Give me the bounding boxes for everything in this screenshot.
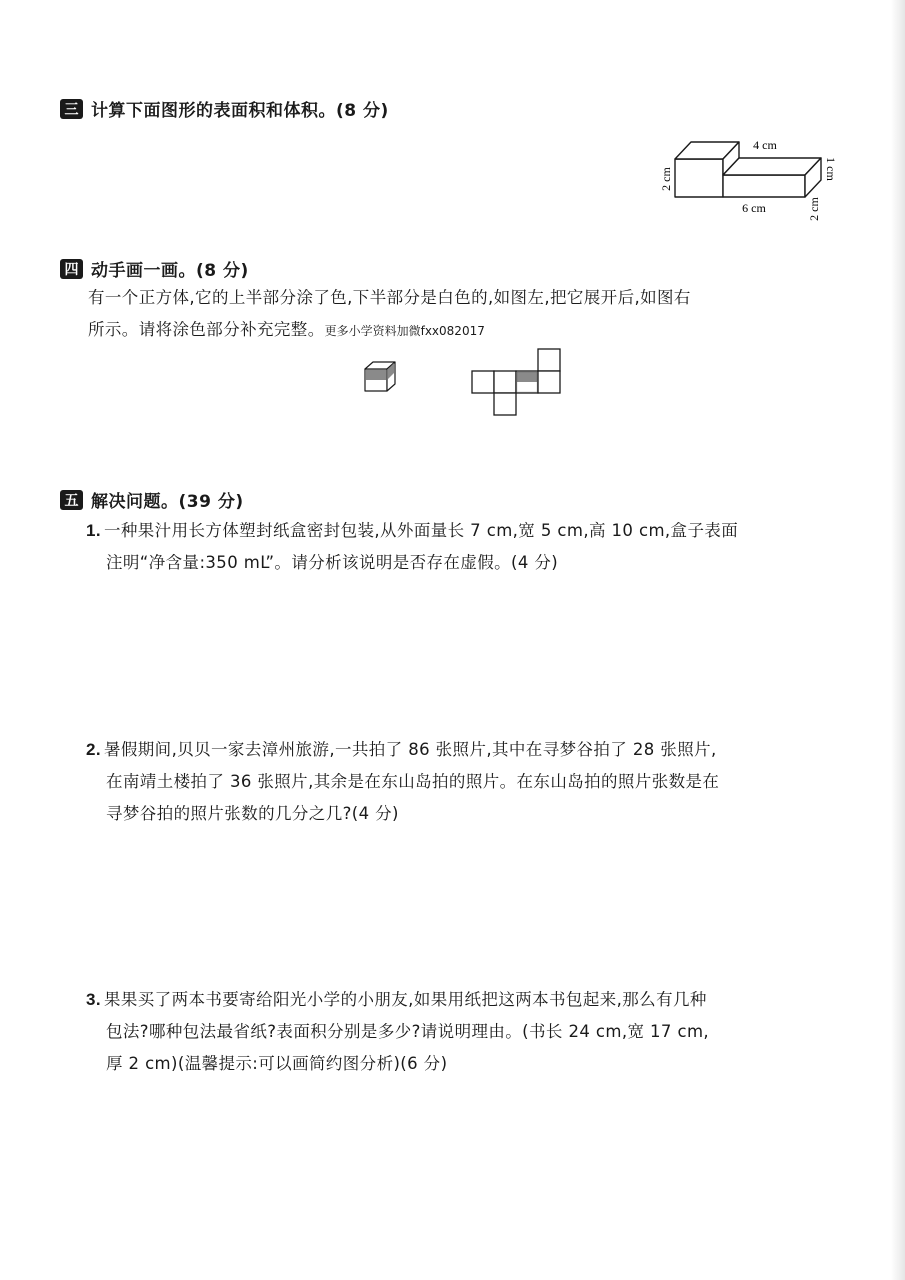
- section-5-title: 解决问题。(39 分): [91, 492, 244, 512]
- section-5-heading: [60, 487, 244, 512]
- section-4-title: 动手画一画。(8 分): [91, 261, 249, 281]
- question-1: [86, 515, 738, 579]
- tall-block-front: [675, 159, 723, 197]
- section-4-instructions: [88, 282, 691, 347]
- section-number-3: 三: [60, 99, 83, 119]
- question-1-line-2: 注明“净含量:350 mL”。请分析该说明是否存在虚假。(4 分): [106, 553, 559, 572]
- label-depth: 2 cm: [807, 197, 821, 221]
- label-left-height: 2 cm: [659, 167, 673, 191]
- cube-front-shaded-half: [366, 370, 386, 380]
- section-number-4: 四: [60, 259, 83, 279]
- shaded-cube-figure: [362, 360, 402, 394]
- question-3-line-3: 厚 2 cm)(温馨提示:可以画简约图分析)(6 分): [106, 1054, 448, 1073]
- net-square-row-2: [494, 371, 516, 393]
- net-square-bottom: [494, 393, 516, 415]
- label-right-height: 1 cm: [824, 157, 838, 181]
- label-bottom-length: 6 cm: [742, 201, 766, 215]
- section-4-line-1: 有一个正方体,它的上半部分涂了色,下半部分是白色的,如图左,把它展开后,如图右: [88, 288, 691, 307]
- label-top-length: 4 cm: [753, 138, 777, 152]
- question-1-number: 1.: [86, 521, 101, 540]
- section-4-line-2: 所示。请将涂色部分补充完整。更多小学资料加微fxx082017: [88, 320, 485, 339]
- question-2-number: 2.: [86, 740, 101, 759]
- question-1-line-1: 1. 一种果汁用长方体塑封纸盒密封包装,从外面量长 7 cm,宽 5 cm,高 10 cm,盒子表面: [86, 521, 739, 540]
- section-3-title: 计算下面图形的表面积和体积。(8 分): [91, 101, 389, 121]
- question-2-line-2: 在南靖土楼拍了 36 张照片,其余是在东山岛拍的照片。在东山岛拍的照片张数是在: [106, 772, 720, 791]
- net-square-row-1: [472, 371, 494, 393]
- net-shaded-half: [517, 372, 537, 382]
- net-square-row-4: [538, 371, 560, 393]
- page-edge-shadow: [891, 0, 905, 1280]
- cube-net-figure: [470, 347, 564, 417]
- watermark-text: 更多小学资料加微fxx082017: [324, 324, 485, 338]
- question-2-line-1: 2. 暑假期间,贝贝一家去漳州旅游,一共拍了 86 张照片,其中在寻梦谷拍了 28 张照片,: [86, 740, 717, 759]
- question-3-line-1: 3. 果果买了两本书要寄给阳光小学的小朋友,如果用纸把这两本书包起来,那么有几种: [86, 990, 707, 1009]
- question-3-line-2: 包法?哪种包法最省纸?表面积分别是多少?请说明理由。(书长 24 cm,宽 17 cm,: [106, 1022, 710, 1041]
- question-2: [86, 734, 719, 830]
- question-3: [86, 984, 709, 1080]
- question-2-line-3: 寻梦谷拍的照片张数的几分之几?(4 分): [106, 804, 399, 823]
- section-4-heading: [60, 256, 249, 281]
- net-square-top: [538, 349, 560, 371]
- section-3-heading: [60, 96, 389, 121]
- l-shaped-solid-figure: [655, 122, 845, 222]
- long-block-top: [723, 158, 821, 175]
- section-number-5: 五: [60, 490, 83, 510]
- question-3-number: 3.: [86, 990, 101, 1009]
- long-block-front: [723, 175, 805, 197]
